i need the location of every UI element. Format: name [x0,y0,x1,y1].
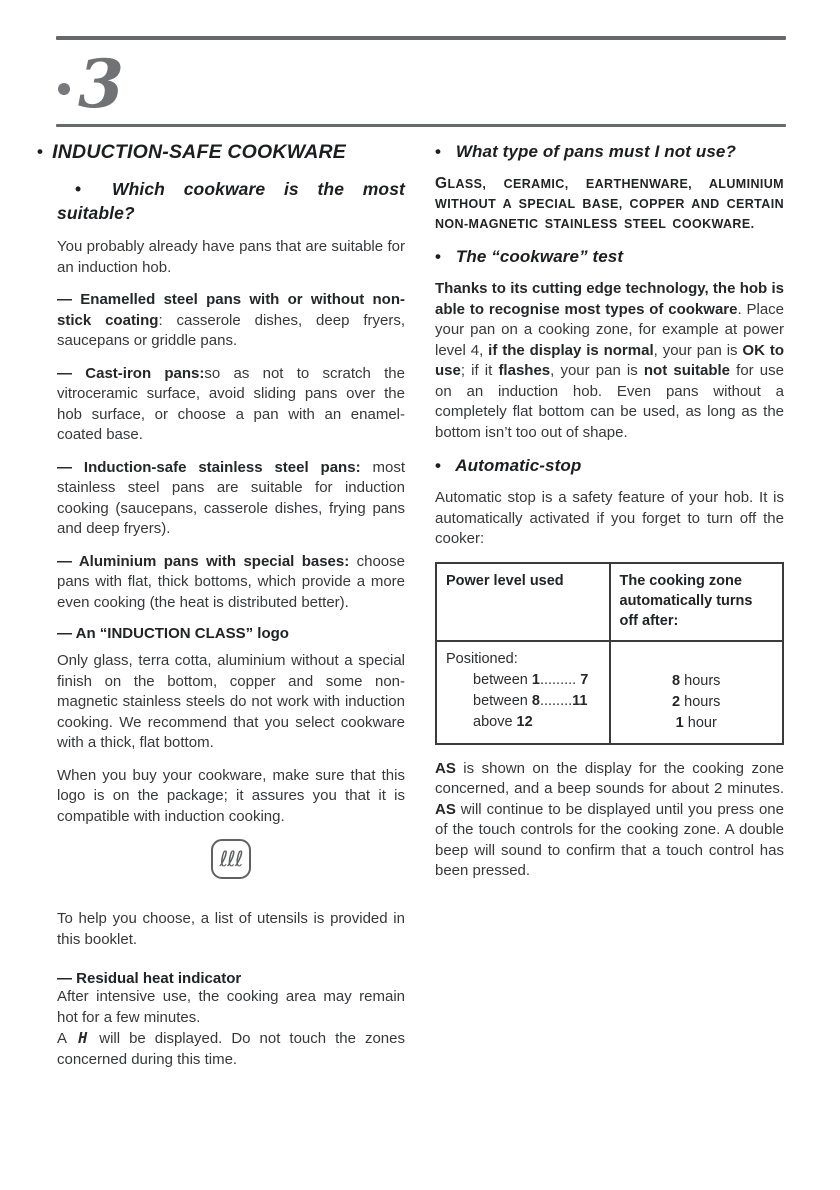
paragraph-only-glass: Only glass, terra cotta, aluminium without a special finish on the bottom, copper and some non-magnetic stainless steels do not work with induction cooking. We recommend that you select cookware with a thick, flat bottom. [57,652,405,752]
power-level-range-2: between 8........11 [473,692,588,709]
bullet-icon: • [435,142,442,161]
automatic-stop-table [435,562,784,745]
duration-3: 1 hour [675,714,717,731]
subheading-pans-not-use [435,141,784,163]
paragraph-cast-iron-pans: — Cast-iron pans:so as not to scratch the vitroceramic surface, avoid sliding pans over the hob surface, or choose a pan with an enamel-coated base. [57,364,405,444]
subheading-cookware-test [435,246,784,268]
subheading-text: The “cookware” test [455,247,624,267]
paragraph-cookware-test: Thanks to its cutting edge technology, the hob is able to recognise most types of cookware. Place your pan on a cooking zone, for example at power level 4, if the display is normal, your pan is OK to use; if it flashes, your pan is not suitable for use on an induction hob. Even pans without a completely flat bottom can be used, as long as the bottom isn’t too out of shape. [435,280,784,441]
subheading-which-cookware [57,177,405,225]
page-number: 3 [78,45,124,123]
table-cell-power-levels [436,641,610,744]
page-header [0,0,840,127]
bullet-icon: • [435,247,442,267]
table-header-row [436,563,783,641]
section-title-text: INDUCTION-SAFE COOKWARE [52,141,346,163]
section-title-induction-safe-cookware [37,141,405,164]
paragraph-when-you-buy: When you buy your cookware, make sure that this logo is on the package; it assures you that it is compatible with induction cooking. [57,766,405,825]
duration-2: 2 hours [672,693,721,710]
content-columns [0,127,840,1070]
power-level-range-3: above 12 [473,713,533,730]
subheading-text: What type of pans must I not use? [455,142,736,161]
table-row [436,641,783,744]
paragraph-unsuitable-materials: GLASS, CERAMIC, EARTHENWARE, ALUMINIUM WITHOUT A SPECIAL BASE, COPPER AND CERTAIN NON-MAGNETIC STAINLESS STEEL COOKWARE. [435,175,784,232]
paragraph-intro: You probably already have pans that are suitable for an induction hob. [57,238,405,276]
heading-residual-heat: — Residual heat indicator [57,970,242,988]
paragraph-stainless-pans: — Induction-safe stainless steel pans: most stainless steel pans are suitable for induction cooking (saucepans, casserole dishes, frying pans and deep fryers). [57,458,405,538]
table-header-power-level: Power level used [436,563,610,641]
paragraph-residual-1: After intensive use, the cooking area may remain hot for a few minutes. [57,988,405,1026]
paragraph-enamelled-pans: — Enamelled steel pans with or without non-stick coating: casserole dishes, deep fryers, saucepans or griddle pans. [57,291,405,350]
table-header-turns-off: The cooking zone automatically turns off after: [610,563,784,641]
induction-logo-container [57,839,405,879]
paragraph-help-choose: To help you choose, a list of utensils is provided in this booklet. [57,910,405,948]
bullet-icon: • [37,142,44,161]
right-column [435,141,784,1070]
page-number-bullet-icon [58,83,70,95]
duration-1: 8 hours [672,672,721,689]
power-level-range-1: between 1......... 7 [473,671,589,688]
paragraph-residual-2: A H will be displayed. Do not touch the zones concerned during this time. [57,1029,405,1068]
bullet-icon: • [75,179,82,199]
page-number-row [56,40,786,124]
residual-heat-block [57,970,405,1070]
table-cell-durations [610,641,784,744]
induction-coil-logo-icon: ℓℓℓ [211,839,251,879]
subheading-automatic-stop [435,455,784,477]
left-column [37,141,405,1070]
heading-induction-class-logo: — An “INDUCTION CLASS” logo [57,625,289,643]
subheading-text: Which cookware is the most suitable? [57,179,405,224]
paragraph-aluminium-pans: — Aluminium pans with special bases: choose pans with flat, thick bottoms, which provide a more even cooking (the heat is distributed better). [57,552,405,611]
paragraph-as-display: AS is shown on the display for the cooking zone concerned, and a beep sounds for about 2 minutes. AS will continue to be displayed until you press one of the touch controls for the cooking zone. A double beep will sound to confirm that a touch control has been pressed. [435,759,784,880]
paragraph-automatic-stop: Automatic stop is a safety feature of your hob. It is automatically activated if you forget to turn off the cooker: [435,489,784,548]
power-level-label: Positioned: [446,650,518,667]
subheading-text: Automatic-stop [455,456,582,476]
bullet-icon: • [435,456,442,476]
